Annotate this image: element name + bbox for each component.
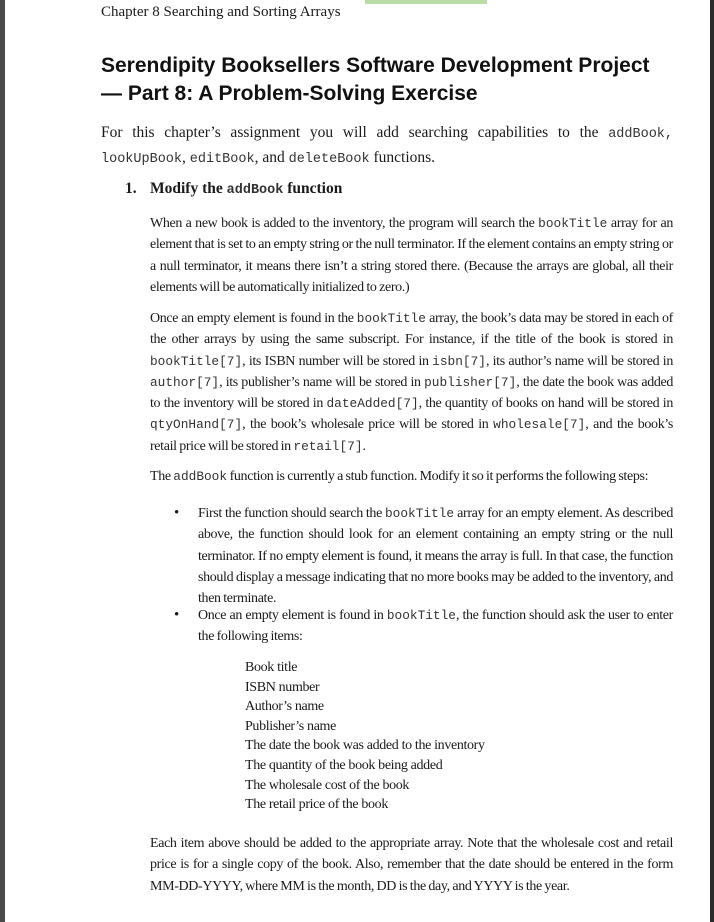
input-items-list [245,658,485,815]
paragraph-2: Once an empty element is found in the bookTitle array, the book’s data may be stored in each of the other arrays by using the same subscript. For instance, if the title of the book is stored in bookTitle[7], its ISBN number will be stored in isbn[7], its author’s name will be stored in author[7], its publisher’s name will be stored in publisher[7], the date the book was added to the inventory will be stored in dateAdded[7], the quantity of books on hand will be stored in qtyOnHand[7], the book’s wholesale price will be stored in wholesale[7], and the book’s retail price will be stored in retail[7]. [150,311,674,454]
list-item: ISBN number [245,679,320,695]
list-item: The wholesale cost of the book [245,777,410,793]
code-deleteBook: deleteBook [288,152,370,167]
section-heading: Modify the addBook function [150,180,343,198]
list-item: The quantity of the book being added [245,757,443,773]
intro-paragraph: For this chapter’s assignment you will add searching capabilities to the addBook, lookUpBook, editBook, and deleteBook functions. [101,124,673,167]
paragraph-4: Each item above should be added to the appropriate array. Note that the wholesale cost and retail price is for a single copy of the book. Also, remember that the date should be entered in the form MM-DD-YYYY, where MM is the month, DD is the day, and YYYY is the year. [150,836,673,894]
code-addBook: addBook, [608,127,673,142]
list-item: Publisher’s name [245,718,336,734]
code-editBook: editBook [189,152,255,167]
list-item: Book title [245,660,298,675]
paragraph-1: When a new book is added to the inventory, the program will search the bookTitle array for an element that is set to an empty string or the null terminator. If the element contains an empty string or a null terminator, it means there isn’t a string stored there. (Because the arrays are global, all their elements will be automatically initialized to zero.) [150,216,673,295]
running-header: Chapter 8 Searching and Sorting Arrays [101,4,341,20]
bullet-item-1: First the function should search the bookTitle array for an empty element. As described above, the function should look for an element containing an empty string or the null terminator. If no empty element is found, it means the array is full. In that case, the function should display a message indicating that no more books may be added to the inventory, and then terminate. [198,506,673,607]
section-number: 1. [125,180,137,197]
paragraph-3: The addBook function is currently a stub function. Modify it so it performs the following steps: [150,469,649,484]
bullet-dot-1: • [174,505,180,521]
list-item: The date the book was added to the inventory [245,738,485,754]
code-lookUpBook: lookUpBook [101,152,183,167]
page-title: Serendipity Booksellers Software Development Project— Part 8: A Problem-Solving Exercise [101,54,650,105]
list-item: The retail price of the book [245,797,388,813]
bullet-dot-2: • [174,607,180,623]
list-item: Author’s name [245,699,324,715]
bullet-item-2: Once an empty element is found in bookTitle, the function should ask the user to enter the following items: [198,608,673,645]
